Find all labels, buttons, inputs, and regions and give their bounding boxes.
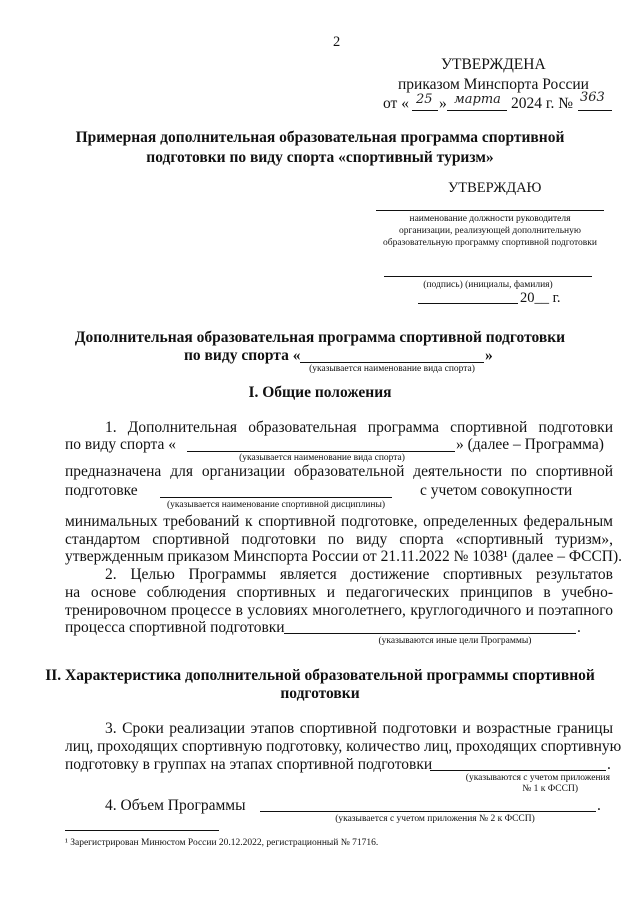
sign-date: 20__ г. — [520, 290, 561, 306]
p1-line2-start: по виду спорта « — [65, 436, 176, 453]
p3-line — [430, 770, 606, 771]
p1-line4-end: с учетом совокупности — [420, 482, 573, 499]
section2-heading-line2: подготовки — [280, 685, 360, 702]
signature-caption: (подпись) (инициалы, фамилия) — [423, 280, 553, 290]
p3-line2: лиц, проходящих спортивную подготовку, количество лиц, проходящих спортивную — [65, 738, 622, 755]
p2-line4-dot: . — [577, 619, 581, 636]
signature-line — [384, 276, 592, 277]
day-underline — [412, 110, 438, 111]
p4-line: 4. Объем Программы — [105, 797, 246, 814]
approval-date-mid: » — [439, 95, 447, 112]
program-sport-line — [300, 362, 484, 363]
main-title-line2: подготовки по виду спорта «спортивный туризм» — [146, 149, 494, 166]
p1-discipline-caption: (указывается наименование спортивной дисциплины) — [166, 500, 386, 510]
p2-line4: процесса спортивной подготовки — [65, 619, 285, 636]
approval-heading: УТВЕРЖДЕНА — [441, 56, 546, 73]
p1-discipline-line — [160, 497, 392, 498]
position-caption-1: наименование должности руководителя — [409, 214, 571, 224]
p1-line3: предназначена для организации образовательной деятельности по спортивной — [65, 463, 613, 480]
position-caption-3: образовательную программу спортивной подготовки — [382, 238, 597, 248]
p4-volume-line — [260, 811, 596, 812]
p3-caption-2: № 1 к ФССП) — [522, 784, 578, 794]
p1-sport-line — [187, 451, 455, 452]
p2-line1: 2. Целью Программы является достижение спортивных результатов — [105, 566, 613, 583]
footnote-text: ¹ Зарегистрирован Минюстом России 20.12.2022, регистрационный № 71716. — [65, 838, 379, 848]
handwritten-day: 25 — [416, 92, 433, 107]
p4-line-dot: . — [597, 797, 601, 814]
p3-line3: подготовку в группах на этапах спортивной подготовки — [65, 756, 433, 773]
main-title-line1: Примерная дополнительная образовательная программа спортивной — [75, 129, 565, 146]
number-underline — [578, 110, 612, 111]
p4-caption: (указывается с учетом приложения № 2 к ФССП) — [335, 814, 535, 824]
approval-order: приказом Минспорта России — [398, 76, 589, 93]
program-title-line2-start: по виду спорта « — [184, 347, 301, 364]
p3-caption-1: (указываются с учетом приложения — [465, 773, 610, 783]
handwritten-month: марта — [454, 92, 501, 107]
p1-line7: утвержденным приказом Минспорта России от 21.11.2022 № 1038¹ (далее – ФССП). — [65, 548, 623, 565]
p1-line6: стандартом спортивной подготовки по виду спорта «спортивный туризм», — [65, 531, 613, 548]
approve-heading: УТВЕРЖДАЮ — [448, 180, 542, 196]
p1-line2-end: » (далее – Программа) — [456, 436, 604, 453]
approval-date-prefix: от « — [383, 95, 409, 112]
p1-line4-start: подготовке — [65, 482, 138, 499]
p1-sport-caption: (указывается наименование вида спорта) — [239, 453, 405, 463]
p3-line3-dot: . — [607, 756, 611, 773]
program-title-line2-end: » — [485, 347, 493, 364]
p2-goals-caption: (указываются иные цели Программы) — [378, 636, 532, 646]
p2-line3: тренировочном процессе в условиях многолетнего, круглогодичного и поэтапного — [65, 602, 613, 619]
program-title-line1: Дополнительная образовательная программа спортивной подготовки — [74, 329, 566, 346]
p3-line1: 3. Сроки реализации этапов спортивной подготовки и возрастные границы — [105, 720, 613, 737]
program-sport-caption: (указывается наименование вида спорта) — [309, 364, 475, 374]
position-line — [376, 210, 604, 211]
position-caption-2: организации, реализующей дополнительную — [399, 226, 581, 236]
p1-line1: 1. Дополнительная образовательная программа спортивной подготовки — [105, 419, 613, 436]
page-number: 2 — [333, 34, 341, 50]
footnote-separator — [65, 830, 219, 831]
p1-line5: минимальных требований к спортивной подготовке, определенных федеральным — [65, 513, 613, 530]
handwritten-number: 363 — [580, 90, 605, 105]
p2-goals-line — [284, 633, 576, 634]
approval-date-year: 2024 г. № — [511, 95, 574, 112]
section1-heading: I. Общие положения — [248, 384, 392, 401]
sign-date-line — [418, 303, 518, 304]
p2-line2: на основе соблюдения спортивных и педагогических принципов в учебно- — [65, 584, 613, 601]
section2-heading-line1: II. Характеристика дополнительной образовательной программы спортивной — [45, 667, 595, 684]
month-underline — [447, 110, 507, 111]
